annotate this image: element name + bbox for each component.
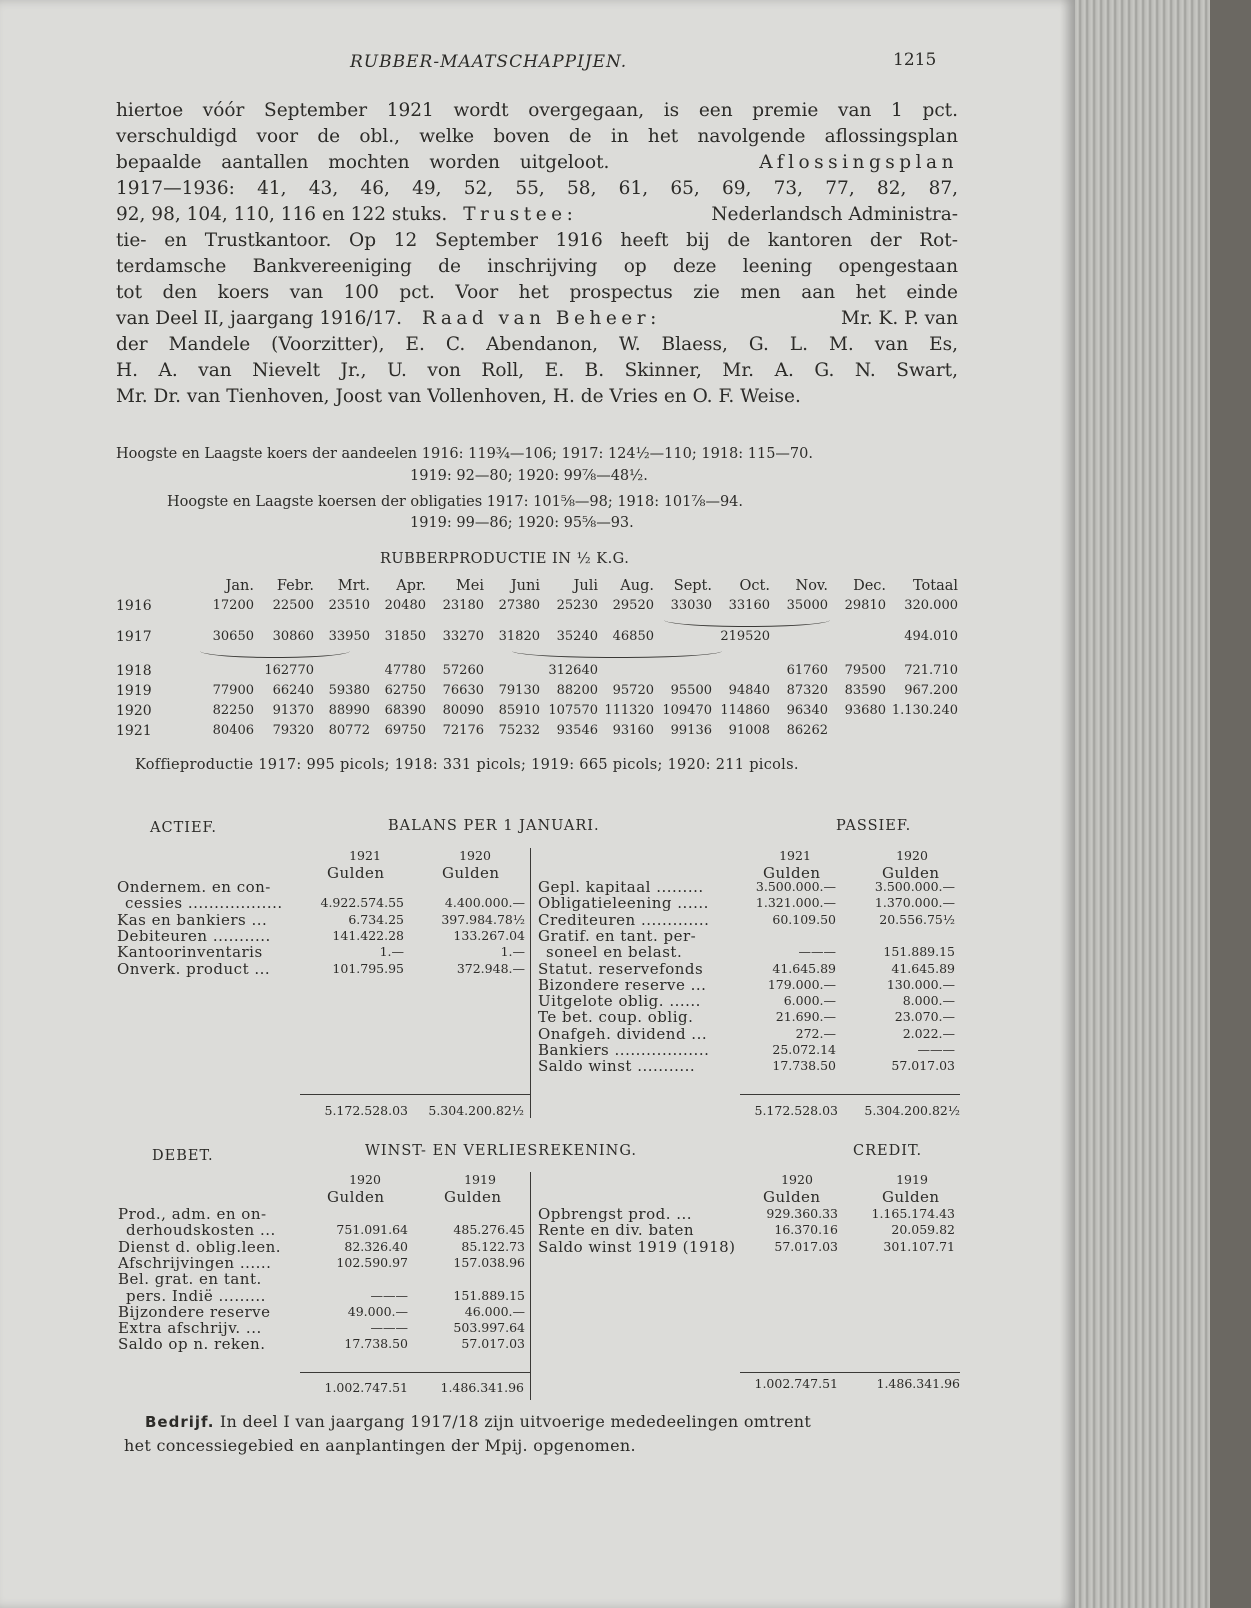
production-cell: 79320 bbox=[272, 723, 314, 738]
month-header: Oct. bbox=[739, 578, 770, 594]
column-rule bbox=[530, 848, 531, 1118]
year-label: 1916 bbox=[116, 598, 152, 614]
month-header: Aug. bbox=[620, 578, 654, 594]
account-value: 130.000.— bbox=[886, 976, 955, 992]
account-value: 372.948.— bbox=[456, 960, 525, 976]
production-cell: 93160 bbox=[612, 723, 654, 738]
account-value: 1.165.174.43 bbox=[871, 1206, 955, 1221]
production-cell: 25230 bbox=[556, 598, 598, 613]
account-value: 17.738.50 bbox=[772, 1058, 836, 1074]
total-rule bbox=[740, 1372, 960, 1373]
koers-aandeelen: Hoogste en Laagste koers der aandeelen 1916: 119¾—106; 1917: 124½—110; 1918: 115—70. bbox=[116, 446, 813, 462]
production-cell: 86262 bbox=[786, 723, 828, 738]
production-cell: 93680 bbox=[844, 703, 886, 718]
production-cell: 88200 bbox=[556, 683, 598, 698]
month-header: Totaal bbox=[912, 578, 958, 594]
unit-label: Gulden bbox=[327, 1188, 385, 1206]
production-cell: 162770 bbox=[264, 663, 314, 678]
account-value: 397.984.78½ bbox=[441, 911, 525, 927]
balans-total: 5.172.528.03 bbox=[324, 1103, 408, 1118]
page-number: 1215 bbox=[893, 50, 937, 70]
account-label: Rente en div. baten bbox=[538, 1221, 695, 1240]
production-cell: 107570 bbox=[548, 703, 598, 718]
production-cell: 96340 bbox=[786, 703, 828, 718]
production-cell: 30650 bbox=[212, 629, 254, 644]
production-cell: 22500 bbox=[272, 598, 314, 613]
account-value: 41.645.89 bbox=[891, 960, 955, 976]
unit-label: Gulden bbox=[882, 1188, 940, 1206]
account-label: Ondernem. en con- bbox=[117, 878, 271, 896]
unit-label: Gulden bbox=[882, 864, 940, 882]
production-cell: 23510 bbox=[328, 598, 370, 613]
account-value: 503.997.64 bbox=[453, 1320, 525, 1336]
year-col: 1920 bbox=[459, 848, 491, 863]
account-label: Bel. grat. en tant. bbox=[118, 1270, 262, 1289]
account-value: 1.— bbox=[379, 944, 404, 960]
production-cell: 79130 bbox=[498, 683, 540, 698]
production-cell: 66240 bbox=[272, 683, 314, 698]
production-cell: 114860 bbox=[720, 703, 770, 718]
account-value: 101.795.95 bbox=[332, 960, 404, 976]
month-header: Mrt. bbox=[337, 578, 370, 594]
winst-total: 1.002.747.51 bbox=[754, 1376, 838, 1391]
production-cell: 62750 bbox=[384, 683, 426, 698]
production-cell: 80406 bbox=[212, 723, 254, 738]
trustee-name: Nederlandsch Administra- bbox=[711, 204, 958, 225]
production-cell: 1.130.240 bbox=[891, 703, 958, 718]
account-value: 60.109.50 bbox=[772, 911, 836, 927]
production-cell: 80090 bbox=[442, 703, 484, 718]
production-cell: 320.000 bbox=[904, 598, 958, 613]
production-cell: 95500 bbox=[670, 683, 712, 698]
account-value: 17.738.50 bbox=[344, 1336, 408, 1352]
production-cell: 35000 bbox=[786, 598, 828, 613]
account-value: 46.000.— bbox=[464, 1303, 525, 1319]
production-cell: 27380 bbox=[498, 598, 540, 613]
balans-passief-head: PASSIEF. bbox=[836, 818, 912, 834]
account-value: ——— bbox=[370, 1320, 408, 1336]
month-header: Jan. bbox=[225, 578, 254, 594]
account-label: Gepl. kapitaal ......... bbox=[538, 878, 704, 896]
production-cell: 721.710 bbox=[904, 663, 958, 678]
account-value: 141.422.28 bbox=[332, 927, 404, 943]
production-cell: 83590 bbox=[844, 683, 886, 698]
account-label: Opbrengst prod. ... bbox=[538, 1205, 693, 1223]
production-cell: 31820 bbox=[498, 629, 540, 644]
total-rule bbox=[300, 1094, 530, 1095]
body-line: H. A. van Nievelt Jr., U. von Roll, E. B. Skinner, Mr. A. G. N. Swart, bbox=[116, 360, 958, 381]
account-label: Saldo winst 1919 (1918) bbox=[538, 1237, 736, 1256]
account-label: soneel en belast. bbox=[546, 943, 683, 962]
production-cell: 33270 bbox=[442, 629, 484, 644]
body-line: verschuldigd voor de obl., welke boven de in het navolgende aflossingsplan bbox=[116, 126, 958, 147]
year-col: 1920 bbox=[349, 1172, 381, 1187]
account-value: 1.370.000.— bbox=[874, 895, 955, 911]
bedrijf-label: Bedrijf. bbox=[145, 1413, 215, 1431]
production-cell: 85910 bbox=[498, 703, 540, 718]
koers-obligaties-cont: 1919: 99—86; 1920: 95⅝—93. bbox=[410, 515, 634, 531]
unit-label: Gulden bbox=[444, 1188, 502, 1206]
production-cell: 17200 bbox=[212, 598, 254, 613]
account-label: Statut. reservefonds bbox=[538, 959, 704, 978]
account-value: 929.360.33 bbox=[766, 1206, 838, 1221]
month-header: Juli bbox=[573, 578, 598, 594]
brace bbox=[664, 620, 830, 627]
account-value: 20.556.75½ bbox=[879, 911, 955, 927]
body-line bbox=[116, 203, 958, 227]
body-line: terdamsche Bankvereeniging de inschrijving op deze leening opengestaan bbox=[116, 256, 958, 277]
unit-label: Gulden bbox=[763, 864, 821, 882]
production-cell: 68390 bbox=[384, 703, 426, 718]
running-header: RUBBER-MAATSCHAPPIJEN. bbox=[350, 52, 628, 72]
production-cell: 35240 bbox=[556, 629, 598, 644]
account-label: Kas en bankiers ... bbox=[117, 910, 268, 929]
body-line: tie- en Trustkantoor. Op 12 September 1916 heeft bij de kantoren der Rot- bbox=[116, 230, 958, 251]
year-col: 1920 bbox=[896, 848, 928, 863]
account-value: 25.072.14 bbox=[772, 1042, 836, 1057]
month-header: Mei bbox=[455, 578, 484, 594]
production-cell: 20480 bbox=[384, 598, 426, 613]
year-label: 1920 bbox=[116, 703, 152, 719]
account-value: 6.734.25 bbox=[348, 911, 404, 927]
production-cell: 30860 bbox=[272, 629, 314, 644]
spaced-trustee: Trustee: bbox=[463, 204, 578, 225]
production-cell: 69750 bbox=[384, 723, 426, 738]
unit-label: Gulden bbox=[763, 1188, 821, 1206]
account-label: Kantoorinventaris bbox=[117, 943, 263, 962]
year-label: 1919 bbox=[116, 683, 152, 699]
account-value: 49.000.— bbox=[347, 1303, 408, 1319]
winst-total: 1.486.341.96 bbox=[876, 1376, 960, 1391]
account-value: 57.017.03 bbox=[774, 1238, 838, 1254]
account-value: 157.038.96 bbox=[453, 1254, 525, 1270]
body-line-text: 92, 98, 104, 110, 116 en 122 stuks. bbox=[116, 204, 448, 225]
body-line: 1917—1936: 41, 43, 46, 49, 52, 55, 58, 61, 65, 69, 73, 77, 82, 87, bbox=[116, 178, 958, 199]
account-value: ——— bbox=[798, 944, 836, 960]
account-value: ——— bbox=[917, 1042, 955, 1057]
month-header: Febr. bbox=[276, 578, 314, 594]
bedrijf-line-2: het concessiegebied en aanplantingen der Mpij. opgenomen. bbox=[124, 1436, 636, 1455]
account-value: 4.922.574.55 bbox=[320, 895, 404, 911]
account-value: 57.017.03 bbox=[461, 1336, 525, 1352]
production-cell: 88990 bbox=[328, 703, 370, 718]
account-label: Dienst d. oblig.leen. bbox=[118, 1237, 282, 1256]
account-value: ——— bbox=[370, 1287, 408, 1303]
production-cell: 494.010 bbox=[904, 629, 958, 644]
body-line bbox=[116, 151, 958, 175]
month-header: Sept. bbox=[673, 578, 712, 594]
account-label: Extra afschrijv. ... bbox=[118, 1319, 262, 1338]
account-value: 151.889.15 bbox=[883, 944, 955, 960]
production-cell: 95720 bbox=[612, 683, 654, 698]
account-label: pers. Indië ......... bbox=[126, 1286, 266, 1305]
account-value: 751.091.64 bbox=[336, 1222, 408, 1238]
balans-title: BALANS PER 1 JANUARI. bbox=[388, 818, 600, 834]
account-label: Debiteuren ........... bbox=[117, 926, 271, 945]
bedrijf-text: In deel I van jaargang 1917/18 zijn uitvoerige mededeelingen omtrent bbox=[219, 1412, 812, 1431]
body-line: tot den koers van 100 pct. Voor het prospectus zie men aan het einde bbox=[116, 282, 958, 303]
brace bbox=[200, 651, 350, 658]
production-cell: 33950 bbox=[328, 629, 370, 644]
production-cell: 93546 bbox=[556, 723, 598, 738]
account-value: 133.267.04 bbox=[453, 927, 525, 943]
year-label: 1917 bbox=[116, 629, 152, 645]
winst-credit-head: CREDIT. bbox=[853, 1143, 923, 1159]
koers-aandeelen-cont: 1919: 92—80; 1920: 99⅞—48½. bbox=[410, 468, 648, 484]
month-header: Dec. bbox=[853, 578, 886, 594]
production-cell: 23180 bbox=[442, 598, 484, 613]
account-label: Uitgelote oblig. ...... bbox=[538, 992, 701, 1011]
production-cell: 99136 bbox=[670, 723, 712, 738]
account-value: 3.500.000.— bbox=[874, 879, 955, 894]
year-label: 1921 bbox=[116, 723, 152, 739]
balans-total: 5.172.528.03 bbox=[754, 1103, 838, 1118]
account-value: 4.400.000.— bbox=[444, 895, 525, 911]
bedrijf-line bbox=[145, 1412, 811, 1431]
body-line-text: bepaalde aantallen mochten worden uitgeloot. bbox=[116, 152, 610, 173]
account-value: 8.000.— bbox=[902, 993, 955, 1009]
account-label: cessies .................. bbox=[125, 894, 283, 913]
production-cell: 94840 bbox=[728, 683, 770, 698]
body-line: Mr. Dr. van Tienhoven, Joost van Vollenhoven, H. de Vries en O. F. Weise. bbox=[116, 386, 801, 407]
year-col: 1919 bbox=[896, 1172, 928, 1187]
account-label: Crediteuren ............. bbox=[538, 910, 710, 929]
account-label: Saldo op n. reken. bbox=[118, 1335, 266, 1354]
account-value: 179.000.— bbox=[767, 976, 836, 992]
balans-total: 5.304.200.82½ bbox=[864, 1103, 960, 1118]
year-col: 1921 bbox=[779, 848, 811, 863]
balans-total: 5.304.200.82½ bbox=[428, 1103, 524, 1118]
account-value: 41.645.89 bbox=[772, 960, 836, 976]
winst-title: WINST- EN VERLIESREKENING. bbox=[365, 1143, 637, 1159]
account-label: derhoudskosten ... bbox=[126, 1221, 276, 1240]
account-value: 82.326.40 bbox=[344, 1238, 408, 1254]
production-cell: 80772 bbox=[328, 723, 370, 738]
year-col: 1920 bbox=[781, 1172, 813, 1187]
body-line: hiertoe vóór September 1921 wordt overgegaan, is een premie van 1 pct. bbox=[116, 100, 958, 121]
month-header: Apr. bbox=[396, 578, 426, 594]
month-header: Juni bbox=[510, 578, 540, 594]
account-label: Saldo winst ........... bbox=[538, 1057, 696, 1076]
production-cell: 61760 bbox=[786, 663, 828, 678]
production-cell: 111320 bbox=[604, 703, 654, 718]
account-value: 1.321.000.— bbox=[755, 895, 836, 911]
production-cell: 109470 bbox=[662, 703, 712, 718]
spaced-raad-van-beheer: Raad van Beheer: bbox=[421, 308, 661, 329]
production-cell: 47780 bbox=[384, 663, 426, 678]
account-value: 21.690.— bbox=[775, 1009, 836, 1025]
koffie-productie: Koffieproductie 1917: 995 picols; 1918: 331 picols; 1919: 665 picols; 1920: 211 picols. bbox=[135, 757, 799, 773]
production-cell: 967.200 bbox=[904, 683, 958, 698]
production-cell: 87320 bbox=[786, 683, 828, 698]
account-label: Bizondere reserve ... bbox=[538, 975, 707, 994]
account-value: 301.107.71 bbox=[883, 1238, 955, 1254]
production-cell: 79500 bbox=[844, 663, 886, 678]
account-value: 23.070.— bbox=[894, 1009, 955, 1025]
account-label: Onverk. product ... bbox=[117, 959, 271, 978]
production-cell: 312640 bbox=[548, 663, 598, 678]
production-cell: 33030 bbox=[670, 598, 712, 613]
spaced-aflossingsplan: Aflossingsplan bbox=[759, 152, 958, 173]
account-value: 57.017.03 bbox=[891, 1058, 955, 1074]
year-col: 1921 bbox=[349, 848, 381, 863]
production-cell: 91008 bbox=[728, 723, 770, 738]
account-label: Bijzondere reserve bbox=[118, 1302, 271, 1321]
production-cell: 59380 bbox=[328, 683, 370, 698]
raad-name: Mr. K. P. van bbox=[841, 308, 958, 329]
production-cell: 31850 bbox=[384, 629, 426, 644]
column-rule bbox=[530, 1172, 531, 1400]
production-cell: 76630 bbox=[442, 683, 484, 698]
account-value: 20.059.82 bbox=[891, 1222, 955, 1238]
total-rule bbox=[740, 1094, 960, 1095]
production-cell: 29520 bbox=[612, 598, 654, 613]
month-header: Nov. bbox=[795, 578, 828, 594]
year-label: 1918 bbox=[116, 663, 152, 679]
body-line-text: van Deel II, jaargang 1916/17. bbox=[116, 308, 403, 329]
account-value: 485.276.45 bbox=[453, 1222, 525, 1238]
winst-debet-head: DEBET. bbox=[152, 1148, 214, 1164]
body-line: der Mandele (Voorzitter), E. C. Abendanon, W. Blaess, G. L. M. van Es, bbox=[116, 334, 958, 355]
production-title: RUBBERPRODUCTIE IN ½ K.G. bbox=[380, 551, 630, 567]
account-label: Prod., adm. en on- bbox=[118, 1205, 267, 1223]
brace bbox=[512, 651, 722, 658]
account-value: 102.590.97 bbox=[336, 1254, 408, 1270]
account-value: 3.500.000.— bbox=[755, 879, 836, 894]
body-line bbox=[116, 307, 958, 331]
production-cell: 82250 bbox=[212, 703, 254, 718]
account-label: Obligatieleening ...... bbox=[538, 894, 709, 913]
production-cell: 33160 bbox=[728, 598, 770, 613]
account-value: 2.022.— bbox=[902, 1025, 955, 1041]
year-col: 1919 bbox=[464, 1172, 496, 1187]
account-value: 272.— bbox=[795, 1025, 836, 1041]
production-cell: 72176 bbox=[442, 723, 484, 738]
unit-label: Gulden bbox=[327, 864, 385, 882]
account-value: 85.122.73 bbox=[461, 1238, 525, 1254]
account-value: 6.000.— bbox=[783, 993, 836, 1009]
production-cell: 29810 bbox=[844, 598, 886, 613]
balans-actief-head: ACTIEF. bbox=[150, 820, 217, 836]
production-cell: 75232 bbox=[498, 723, 540, 738]
production-cell: 219520 bbox=[720, 629, 770, 644]
production-cell: 57260 bbox=[442, 663, 484, 678]
winst-total: 1.486.341.96 bbox=[440, 1380, 524, 1395]
account-label: Afschrijvingen ...... bbox=[118, 1253, 272, 1272]
production-cell: 46850 bbox=[612, 629, 654, 644]
unit-label: Gulden bbox=[442, 864, 500, 882]
account-value: 16.370.16 bbox=[774, 1222, 838, 1238]
account-value: 1.— bbox=[500, 944, 525, 960]
account-label: Te bet. coup. oblig. bbox=[538, 1008, 694, 1027]
total-rule bbox=[300, 1372, 530, 1373]
account-label: Bankiers .................. bbox=[538, 1041, 710, 1059]
winst-total: 1.002.747.51 bbox=[324, 1380, 408, 1395]
account-label: Gratif. en tant. per- bbox=[538, 926, 697, 945]
book-cover bbox=[1210, 0, 1251, 1608]
production-cell: 91370 bbox=[272, 703, 314, 718]
koers-obligaties: Hoogste en Laagste koersen der obligaties 1917: 101⅝—98; 1918: 101⅞—94. bbox=[167, 494, 743, 510]
production-cell: 77900 bbox=[212, 683, 254, 698]
account-value: 151.889.15 bbox=[453, 1287, 525, 1303]
account-label: Onafgeh. dividend ... bbox=[538, 1024, 708, 1043]
